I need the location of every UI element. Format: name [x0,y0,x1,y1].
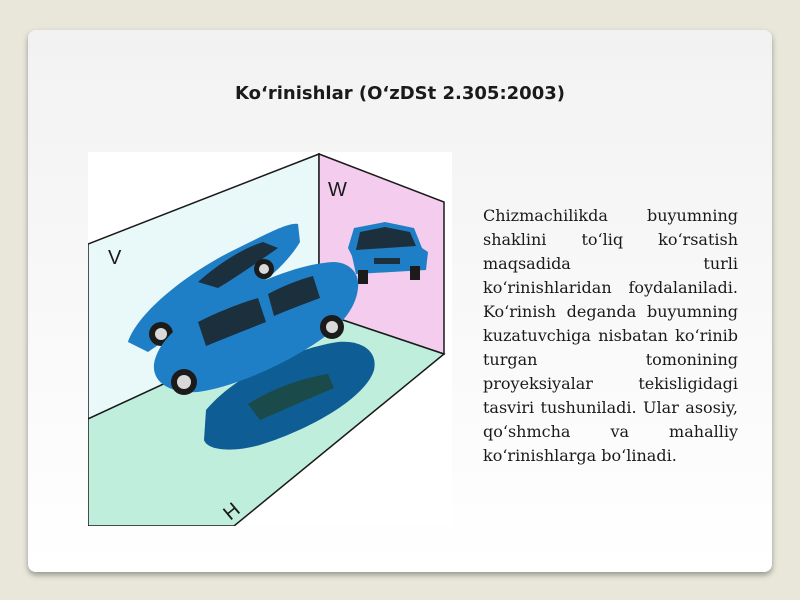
projection-planes-figure [88,152,452,526]
label-h: H [219,498,245,525]
label-w: W [328,179,347,201]
projection-diagram [88,152,452,526]
slide-title: Koʻrinishlar (OʻzDSt 2.305:2003) [235,83,565,104]
label-v: V [108,247,122,269]
slide-body-text: Chizmachilikda buyumning shaklini toʻliq koʻrsatish maqsadida turli koʻrinishlaridan foydalaniladi. Koʻrinish deganda buyumning kuzatuvchiga nisbatan koʻrinib turgan tomonining proyeksiyalar tekisligidagi tasviri tushuniladi. Ular asosiy, qoʻshmcha va mahalliy koʻrinishlarga boʻlinadi. [483,206,738,465]
